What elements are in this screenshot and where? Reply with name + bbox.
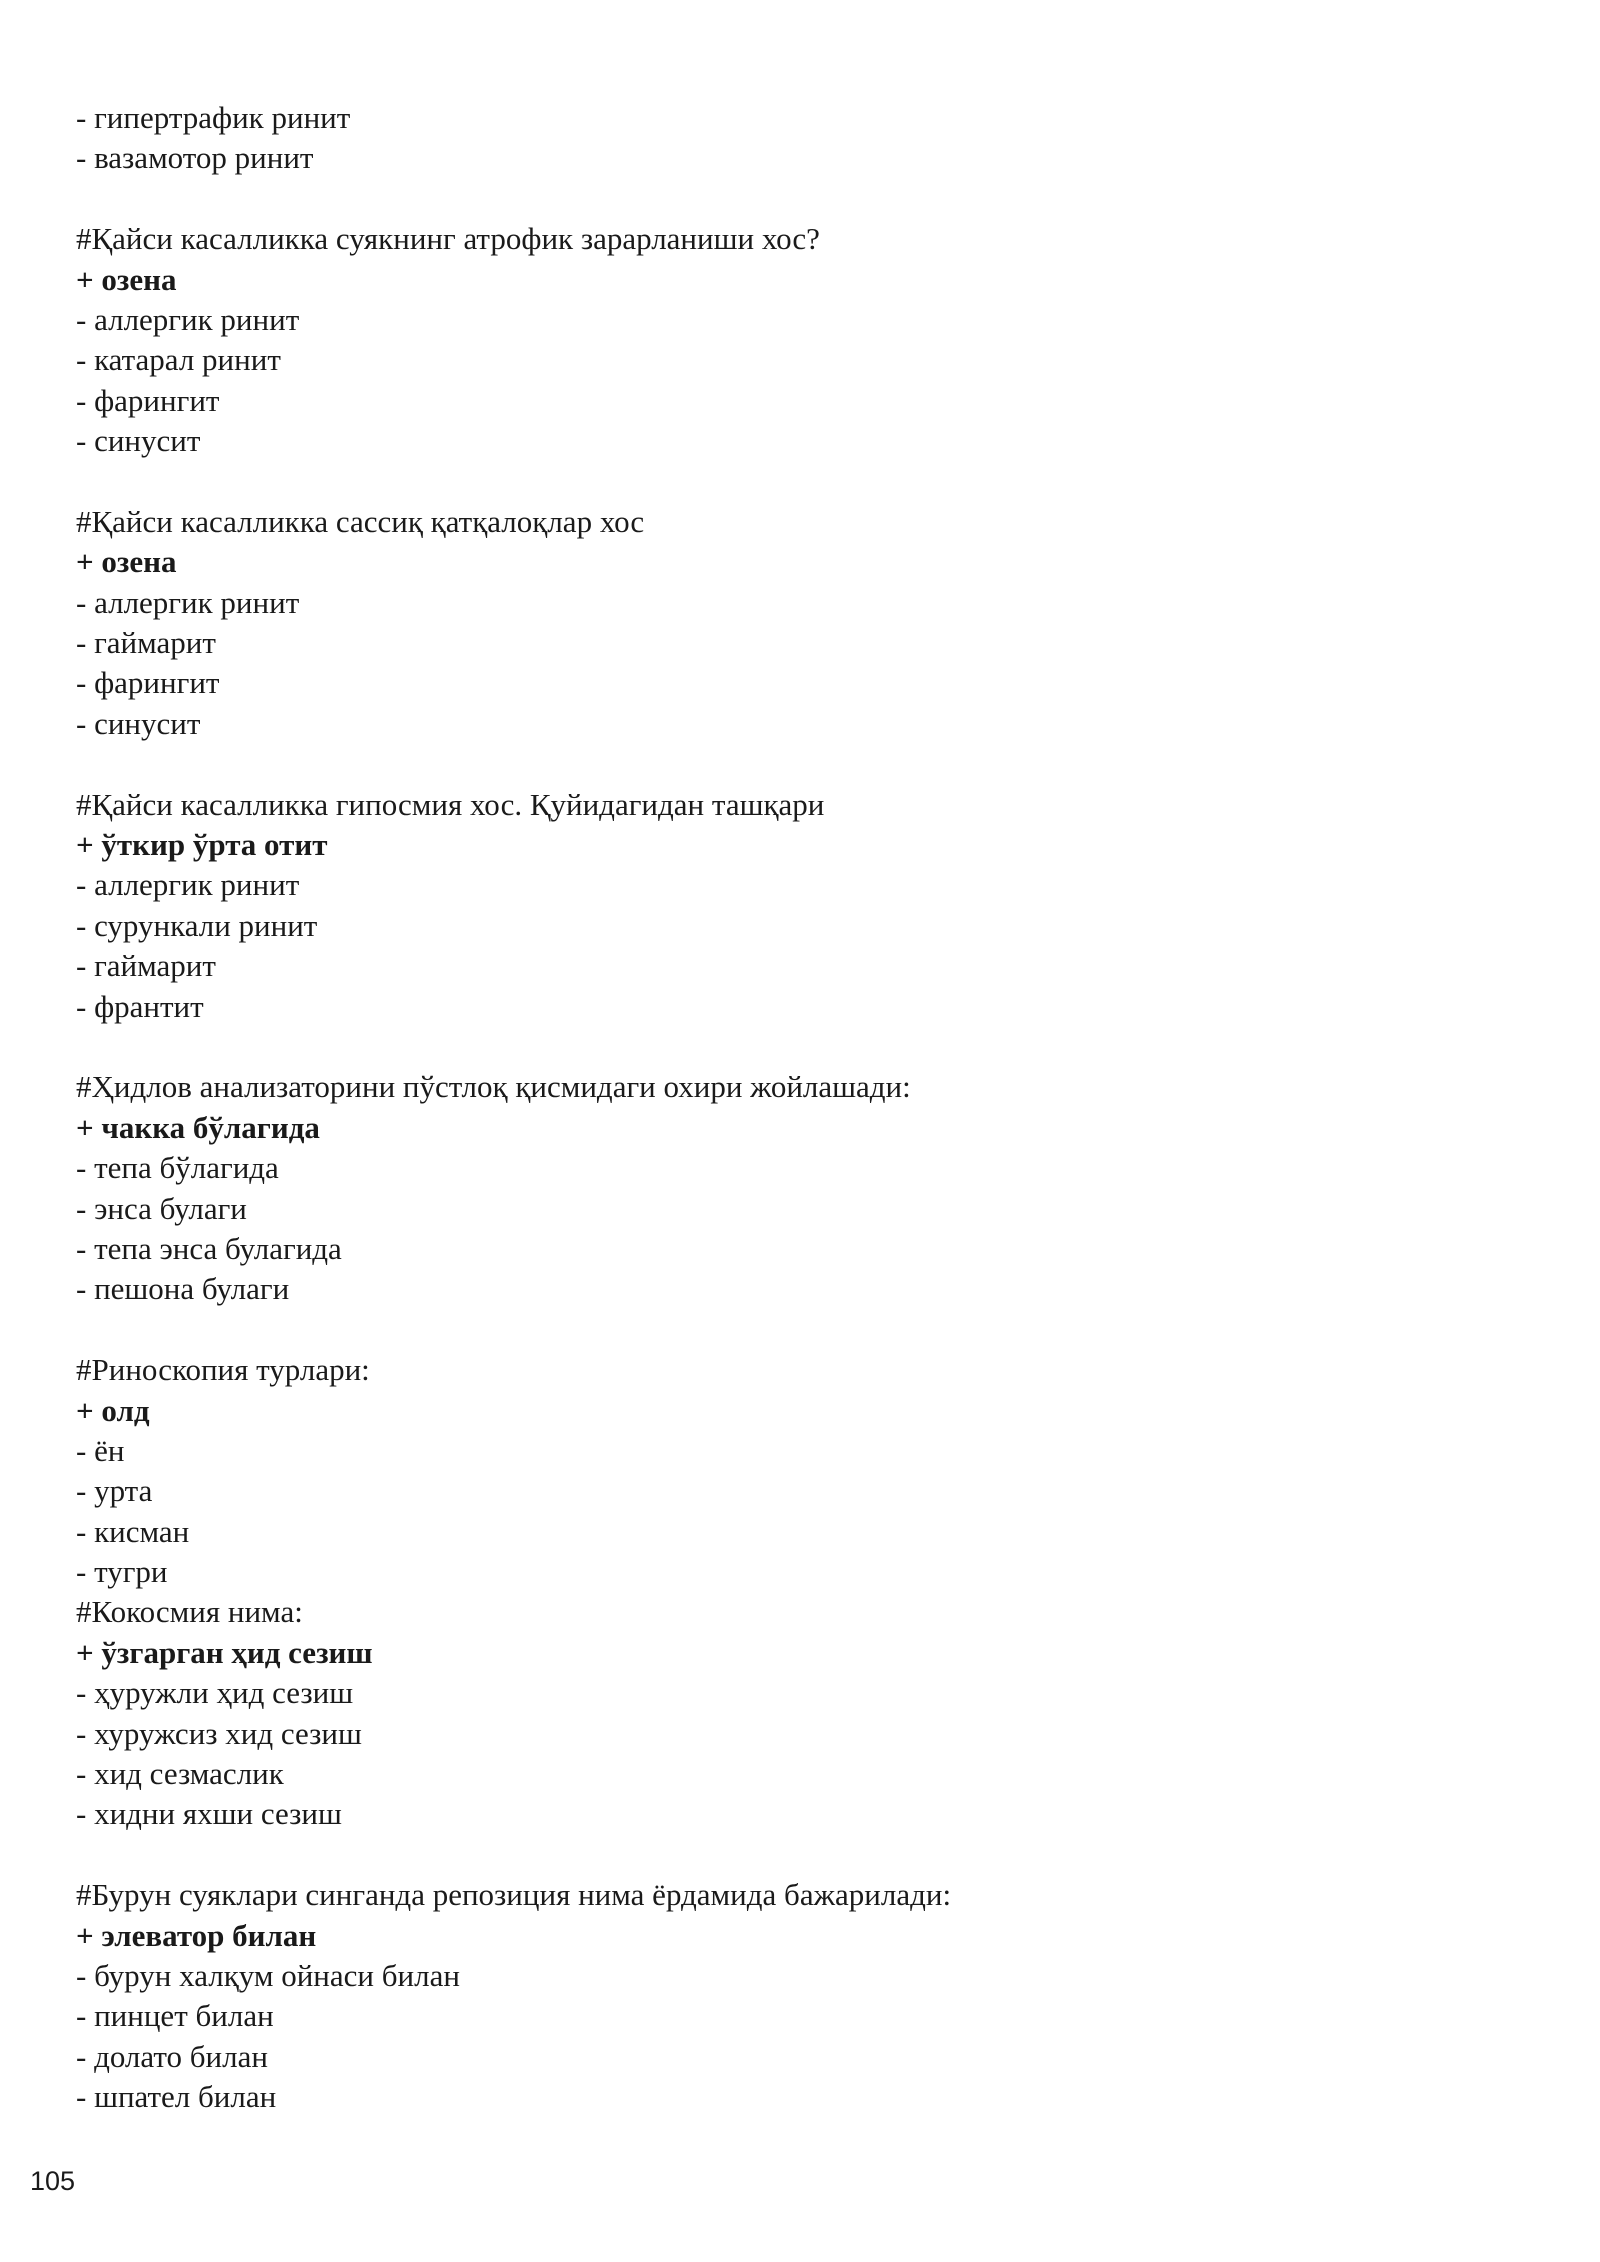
answer-option: - кисман	[76, 1513, 190, 1549]
answer-option: - фарингит	[76, 665, 220, 701]
question-block	[76, 1067, 1526, 1309]
question-text: #Риноскопия турлари:	[76, 1352, 370, 1388]
question-block	[76, 1592, 1526, 1834]
answer-option: - хуружсиз хид сезиш	[76, 1715, 362, 1751]
correct-answer: + олд	[76, 1392, 150, 1428]
question-block	[76, 785, 1526, 1027]
answer-option: - урта	[76, 1473, 153, 1509]
answer-option: - гаймарит	[76, 948, 216, 984]
question-block	[76, 1350, 1526, 1592]
question-block	[76, 219, 1526, 461]
question-text: #Қайси касалликка суякнинг атрофик зарарланиши хос?	[76, 221, 820, 257]
answer-option: - катарал ринит	[76, 342, 281, 378]
question-block	[76, 502, 1526, 744]
spacer	[76, 179, 1526, 219]
answer-option: - тугри	[76, 1554, 168, 1590]
answer-option: - аллергик ринит	[76, 867, 300, 903]
answer-option: - синусит	[76, 705, 201, 741]
answer-option: - фарингит	[76, 382, 220, 418]
spacer	[76, 1310, 1526, 1350]
document-body	[76, 98, 1526, 2118]
answer-option: - долато билан	[76, 2038, 268, 2074]
answer-option: - ҳуружли ҳид сезиш	[76, 1675, 354, 1711]
answer-option: - пешона булаги	[76, 1271, 290, 1307]
answer-option: - хид сезмаслик	[76, 1756, 284, 1792]
answer-option: - франтит	[76, 988, 204, 1024]
answer-option: - гаймарит	[76, 625, 216, 661]
answer-option: - аллергик ринит	[76, 301, 300, 337]
correct-answer: + чакка бўлагида	[76, 1109, 320, 1145]
correct-answer: + элеватор билан	[76, 1917, 317, 1953]
lead-option: - гипертрафик ринит	[76, 100, 351, 135]
page-number: 105	[30, 2166, 76, 2196]
lead-option: - вазамотор ринит	[76, 140, 314, 176]
answer-option: - хидни яхши сезиш	[76, 1796, 342, 1832]
spacer	[76, 744, 1526, 784]
answer-option: - тепа бўлагида	[76, 1150, 279, 1186]
spacer	[76, 1835, 1526, 1875]
question-text: #Бурун суяклари синганда репозиция нима ёрдамида бажарилади:	[76, 1877, 952, 1913]
answer-option: - сурункали ринит	[76, 907, 318, 943]
question-block	[76, 1875, 1526, 2117]
correct-answer: + озена	[76, 544, 177, 580]
answer-option: - аллергик ринит	[76, 584, 300, 620]
spacer	[76, 462, 1526, 502]
spacer	[76, 1027, 1526, 1067]
answer-option: - пинцет билан	[76, 1998, 274, 2034]
correct-answer: + ўзгарган ҳид сезиш	[76, 1634, 373, 1670]
answer-option: - ён	[76, 1432, 125, 1468]
answer-option: - энса булаги	[76, 1190, 247, 1226]
answer-option: - шпател билан	[76, 2079, 277, 2115]
question-text: #Ҳидлов анализаторини пўстлоқ қисмидаги охири жойлашади:	[76, 1069, 911, 1105]
answer-option: - синусит	[76, 423, 201, 459]
correct-answer: + ўткир ўрта отит	[76, 827, 328, 863]
question-text: #Қайси касалликка гипосмия хос. Қуйидагидан ташқари	[76, 786, 825, 822]
answer-option: - бурун халқум ойнаси билан	[76, 1957, 460, 1993]
question-text: #Қайси касалликка сассиқ қатқалоқлар хос	[76, 503, 645, 539]
answer-option: - тепа энса булагида	[76, 1230, 342, 1266]
question-text: #Кокосмия нима:	[76, 1594, 303, 1630]
correct-answer: + озена	[76, 261, 177, 297]
